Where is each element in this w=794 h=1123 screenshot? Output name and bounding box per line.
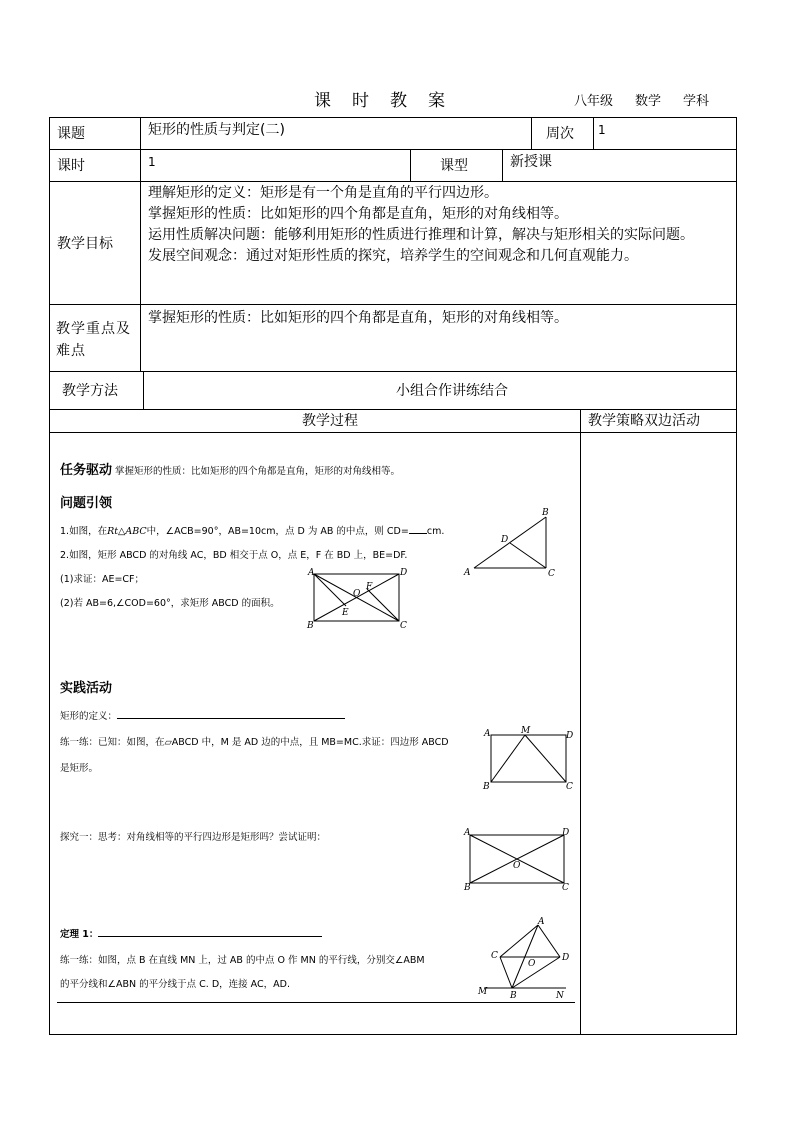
- point-label: A: [464, 828, 471, 838]
- point-label: A: [538, 917, 545, 927]
- key-value: 掌握矩形的性质：比如矩形的四个角都是直角，矩形的对角线相等。: [148, 310, 568, 326]
- key-label: 教学重点及难点: [56, 321, 131, 359]
- task-text: 掌握矩形的性质：比如矩形的四个角都是直角，矩形的对角线相等。: [115, 466, 401, 477]
- point-label: O: [528, 959, 536, 969]
- point-label: M: [478, 987, 488, 997]
- goals-label: 教学目标: [57, 236, 113, 252]
- question-2: 2.如图，矩形 ABCD 的对角线 AC，BD 相交于点 O，点 E，F 在 BD 上，BE=DF.: [60, 550, 408, 561]
- topic-value: 矩形的性质与判定(二): [148, 122, 285, 138]
- point-label: O: [513, 861, 521, 871]
- task-label: 任务驱动: [60, 463, 113, 478]
- exercise-1-line-2: 是矩形。: [60, 763, 99, 774]
- point-label: D: [566, 731, 574, 741]
- type-label: 课型: [440, 158, 468, 174]
- angle-bisector-figure: [474, 914, 578, 1002]
- point-label: B: [510, 991, 517, 1001]
- content-divider: [57, 1002, 575, 1003]
- process-label: 教学过程: [302, 413, 358, 429]
- strategy-label: 教学策略双边活动: [588, 413, 700, 429]
- point-label: B: [307, 621, 314, 631]
- point-label: C: [566, 782, 573, 792]
- task-line: [60, 464, 400, 479]
- point-label: E: [342, 608, 349, 618]
- goal-item: 运用性质解决问题：能够利用矩形的性质进行推理和计算，解决与矩形相关的实际问题。: [148, 227, 694, 243]
- q1-unit: cm.: [426, 526, 445, 537]
- title-char: 教: [390, 91, 410, 111]
- title-char: 时: [352, 91, 372, 111]
- rectangle-diagonals-figure: [304, 565, 414, 631]
- point-label: M: [521, 726, 531, 736]
- point-label: A: [308, 568, 315, 578]
- point-label: D: [562, 828, 570, 838]
- point-label: C: [548, 569, 555, 579]
- theorem-blank[interactable]: [98, 936, 322, 937]
- goal-item: 掌握矩形的性质：比如矩形的四个角都是直角，矩形的对角线相等。: [148, 206, 568, 222]
- point-label: B: [483, 782, 490, 792]
- goal-item: 理解矩形的定义：矩形是有一个角是直角的平行四边形。: [148, 185, 498, 201]
- q1-pre: 1.如图，在: [60, 526, 108, 537]
- point-label: A: [464, 568, 471, 578]
- method-value: 小组合作讲练结合: [396, 383, 508, 399]
- period-label: 课时: [57, 158, 85, 174]
- point-label: C: [400, 621, 407, 631]
- title-char: 案: [428, 91, 448, 111]
- method-label: 教学方法: [62, 383, 118, 399]
- point-label: D: [501, 535, 509, 545]
- point-label: B: [464, 883, 471, 892]
- header-meta: [574, 90, 709, 109]
- question-heading: 问题引领: [60, 496, 113, 511]
- week-value: 1: [598, 123, 606, 137]
- answer-blank[interactable]: [409, 533, 427, 534]
- q1-math: Rt△ABC: [107, 526, 147, 537]
- goal-item: 发展空间观念：通过对矩形性质的探究，培养学生的空间观念和几何直观能力。: [148, 248, 638, 264]
- definition-label: 矩形的定义：: [60, 711, 118, 722]
- exercise-2-line-1: 练一练：如图，点 B 在直线 MN 上，过 AB 的中点 O 作 MN 的平行线，分别交∠ABM: [60, 955, 425, 966]
- question-2-part-1: (1)求证：AE=CF；: [60, 574, 145, 585]
- explore-1: 探究一：思考：对角线相等的平行四边形是矩形吗？尝试证明：: [60, 832, 327, 843]
- triangle-figure: [460, 505, 560, 580]
- practice-heading: 实践活动: [60, 681, 113, 696]
- point-label: N: [556, 991, 564, 1001]
- point-label: B: [542, 508, 549, 518]
- period-value: 1: [148, 155, 156, 169]
- definition-blank[interactable]: [117, 718, 345, 719]
- point-label: D: [400, 568, 408, 578]
- definition-line: [60, 710, 345, 724]
- question-2-part-2: (2)若 AB=6,∠COD=60°，求矩形 ABCD 的面积。: [60, 598, 280, 609]
- point-label: D: [562, 953, 570, 963]
- goals-list: [148, 183, 730, 267]
- title-char: 课: [314, 91, 334, 111]
- exercise-1-line-1: 练一练：已知：如图，在▱ABCD 中，M 是 AD 边的中点，且 MB=MC.求证：四边形 ABCD: [60, 737, 449, 748]
- week-label: 周次: [546, 126, 574, 142]
- rectangle-midpoint-figure: [480, 724, 576, 794]
- point-label: C: [491, 951, 498, 961]
- point-label: A: [484, 729, 491, 739]
- page-title: [314, 86, 466, 111]
- rectangle-center-figure: [462, 826, 574, 892]
- topic-label: 课题: [57, 126, 85, 142]
- type-value: 新授课: [510, 154, 552, 170]
- question-1: [60, 525, 444, 539]
- grade: 八年级: [574, 94, 614, 109]
- subject-suffix: 学科: [683, 94, 710, 109]
- theorem-label: 定理 1：: [60, 929, 99, 940]
- theorem-line: [60, 928, 322, 942]
- point-label: C: [562, 883, 569, 892]
- point-label: F: [366, 582, 373, 592]
- exercise-2-line-2: 的平分线和∠ABN 的平分线于点 C. D，连接 AC，AD.: [60, 979, 290, 990]
- point-label: O: [353, 589, 361, 599]
- subject: 数学: [635, 94, 662, 109]
- q1-post: 中，∠ACB=90°，AB=10cm，点 D 为 AB 的中点，则 CD=: [146, 526, 409, 537]
